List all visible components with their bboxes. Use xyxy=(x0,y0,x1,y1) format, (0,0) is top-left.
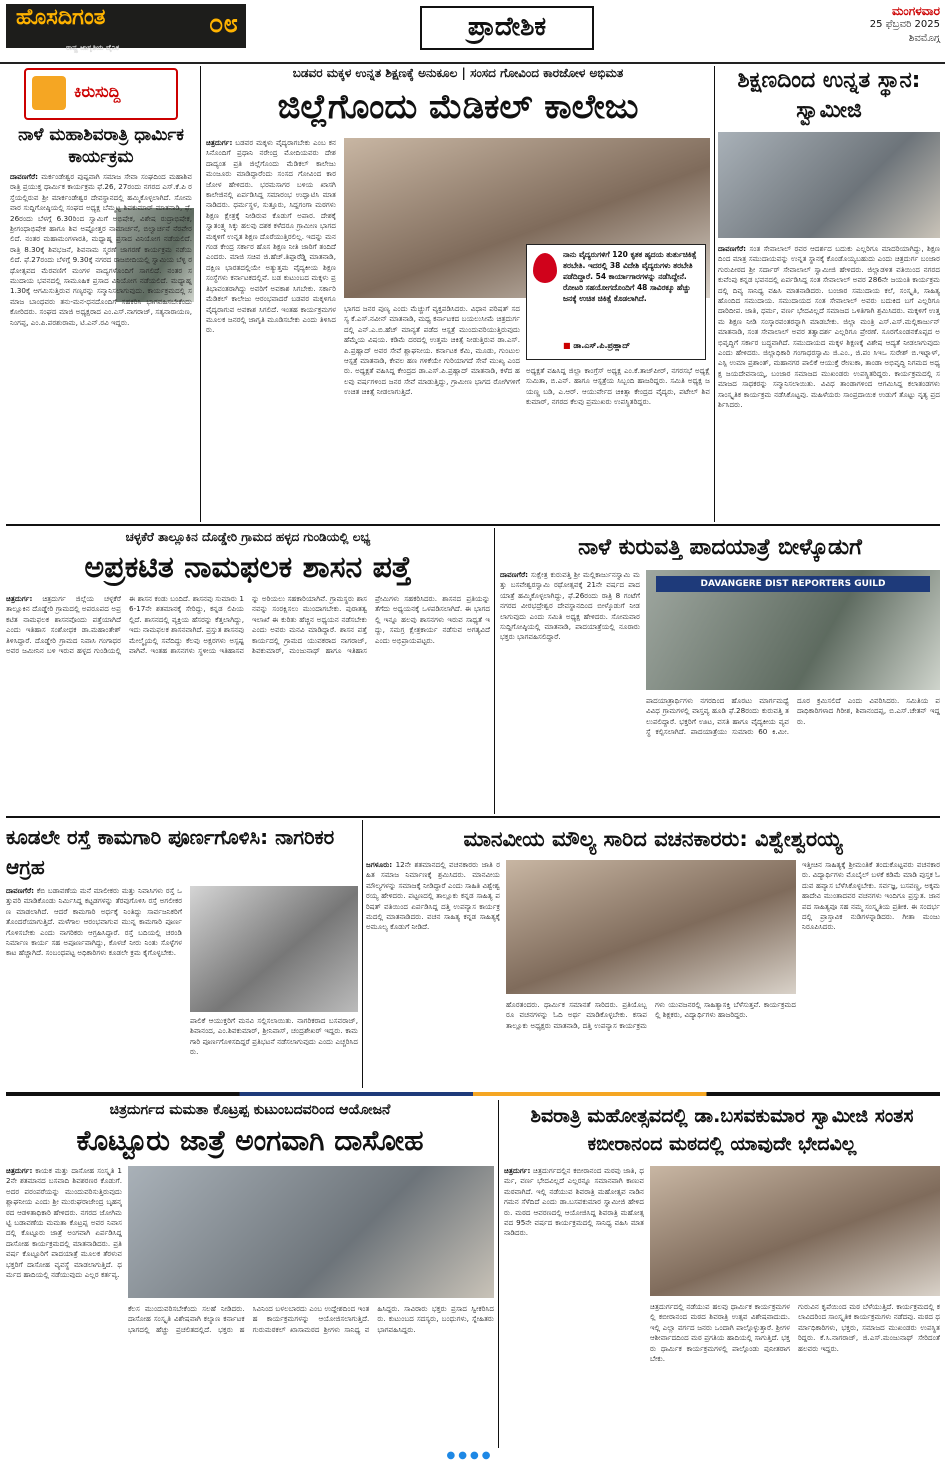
medical-body-col3: ಅಧ್ಯಕ್ಷತೆ ವಹಿಸಿದ್ದ ಜಿಲ್ಲಾ ಕಾಂಗ್ರೆಸ್ ಅಧ್ಯಕ್ಷ ಎಂ.ಕೆ.ತಾಜ್‌ಪೀರ್, ನಗರಸಭೆ ಅಧ್ಯಕ್ಷೆ ಸುಮಿತಾ, ಬಿ.ಎನ್. ಹಾಗೂ ಆಸ್ಪತ್ರೆಯ ಸಿಬ್ಬಂದಿ ಹಾಜರಿದ್ದರು. ಸಮಿತಿ ಅಧ್ಯಕ್ಷ ಜಯಣ್ಣ ಬಡಿ, ಎ.ಆರ್. ಆಯುರ್ವೇದ ಚಿಕಿತ್ಸಾ ಕೇಂದ್ರದ ವೈದ್ಯರು, ಪಟೇಲ್ ಶಿವಕುಮಾರ್, ನಗರದ ಕೆಲವು ಪ್ರಮುಖರು ಉಪಸ್ಥಿತರಿದ್ದರು. xyxy=(526,366,710,407)
swamiji-photo xyxy=(718,132,940,238)
kirusuddi-dateline: ದಾವಣಗೆರೆ: xyxy=(10,172,39,181)
medical-text-1: ಬಡವರ ಮಕ್ಕಳು ವೈದ್ಯರಾಗಬೇಕು ಎಂಬ ಕನಸಿನೊಂದಿಗೆ ಪ್ರಧಾನಿ ನರೇಂದ್ರ ಮೋದಿಯವರು ದೇಶದಾದ್ಯಂತ ಪ್ರತಿ ಜಿಲ್ಲೆಗೊಂದು ಮೆಡಿಕಲ್ ಕಾಲೇಜು ಮಂಜೂರು ಮಾಡಿದ್ದಾರೆಂದು ಸಂಸದ ಗೋವಿಂದ ಕಾರಜೋಳ ಹೇಳಿದರು. ಭರಮಸಾಗರ ಬಳಿಯ ಖಾಸಗಿ ಕಾಲೇಜಿನಲ್ಲಿ ಏರ್ಪಡಿಸಿದ್ದ ಸಮಾರಂಭ ಉದ್ಘಾಟಿಸಿ ಮಾತನಾಡಿದರು. ಧರ್ಮಸ್ಥಳ, ಸುತ್ತೂರು, ಸಿದ್ದಗಂಗಾ ಮಠಗಳು ಶಿಕ್ಷಣ ಕ್ಷೇತ್ರಕ್ಕೆ ನೀಡಿರುವ ಕೊಡುಗೆ ಅಪಾರ. ದೇಶಕ್ಕೆ ಸ್ವಾತಂತ್ರ್ಯ ಸಿಕ್ಕು ಹಲವು ದಶಕ ಕಳೆದರೂ ಗ್ರಾಮೀಣ ಭಾಗದ ಮಕ್ಕಳಿಗೆ ಉನ್ನತ ಶಿಕ್ಷಣ ದೊರೆಯುತ್ತಿರಲಿಲ್ಲ. ಇದನ್ನು ಮನಗಂಡ ಕೇಂದ್ರ ಸರ್ಕಾರ ಹೊಸ ಶಿಕ್ಷಣ ನೀತಿ ಜಾರಿಗೆ ತಂದಿದೆ ಎಂದರು. xyxy=(206,138,336,262)
column-divider xyxy=(494,528,495,814)
kotturu-story xyxy=(6,1102,494,1446)
inscription-headline: ಅಪ್ರಕಟಿತ ನಾಮಫಲಕ ಶಾಸನ ಪತ್ತೆ xyxy=(84,550,412,585)
kuruvatti-dateline: ದಾವಣಗೆರೆ: xyxy=(500,570,529,579)
hand-icon xyxy=(32,76,66,110)
kabir-story xyxy=(504,1102,940,1446)
kirusuddi-block xyxy=(6,68,196,518)
kirusuddi-label-box xyxy=(24,68,178,120)
infobox-text: ನಾನು ವೈದ್ಯರುಗಳಿಗೆ 120 ಕೃತಕ ಹೃದಯ ತುರ್ತುಚಿಕಿತ್ಸೆ ತರಬೇತಿ. ಇದರಲ್ಲಿ 38 ವಿದೇಶಿ ವೈದ್ಯರುಗಳು ತರಬೇತಿ ಪಡೆದಿದ್ದಾರೆ. 54 ಕಾರ್ಯಾಗಾರಗಳನ್ನು ನಡೆಸಿದ್ದೇನೆ. ರೋಟರಿ ಸಹಯೋಗದೊಂದಿಗೆ 48 ಸಾವಿರಕ್ಕೂ ಹೆಚ್ಚು ಜನಕ್ಕೆ ಉಚಿತ ಚಿಕಿತ್ಸೆ ಕೊಡಲಾಗಿದೆ. xyxy=(563,250,697,303)
swamiji-body xyxy=(718,244,940,522)
medical-body-col1 xyxy=(206,138,336,522)
kuruvatti-body-col2: ಪಾದಯಾತ್ರಾರ್ಥಿಗಳು ನಗರದಿಂದ ಹೊರಟು ಮಾರ್ಗಮಧ್ಯೆ ವಿವಿಧ ಗ್ರಾಮಗಳಲ್ಲಿ ವಾಸ್ತವ್ಯ ಹೂಡಿ ಫೆ.28ರಂದು ಕುರುವತ್ತಿ ತಲುಪಲಿದ್ದಾರೆ. ಭಕ್ತರಿಗೆ ಊಟ, ವಸತಿ ಹಾಗೂ ವೈದ್ಯಕೀಯ ವ್ಯವಸ್ಥೆ ಕಲ್ಪಿಸಲಾಗಿದೆ. ಪಾದಯಾತ್ರೆಯು ಸುಮಾರು 60 ಕಿ.ಮೀ. ದೂರ ಕ್ರಮಿಸಲಿದೆ ಎಂದು ವಿವರಿಸಿದರು. ಸಮಿತಿಯ ಪದಾಧಿಕಾರಿಗಳಾದ ಗಿರೀಶ, ಶಿವಾನಂದಪ್ಪ, ಬಿ.ಎಸ್.ಚೇತನ್ ಇದ್ದರು. xyxy=(646,696,940,737)
kuruvatti-photo xyxy=(646,570,940,690)
kotturu-photo xyxy=(128,1166,494,1298)
logo-tagline: ರಾಷ್ಟ್ರ ಜಾಗೃತಿಯ ದೈನಿಕ xyxy=(66,44,119,52)
road-text: ಕೆಬಿ ಬಡಾವಣೆಯ ಮನೆ ಮಾಲೀಕರು ಮತ್ತು ನಿವಾಸಿಗಳು ರಸ್ತೆ ಒತ್ತುವರಿ ಮಾಡಿಕೊಂಡು ನಿರ್ಮಿಸಿದ್ದ ಕಟ್ಟಡಗಳನ್ನು ತೆರವುಗೊಳಿಸಿ ರಸ್ತೆ ಅಗಲೀಕರಣ ಮಾಡಲಾಗಿದೆ. ಆದರೆ ಕಾಮಗಾರಿ ಅರ್ಧಕ್ಕೆ ನಿಂತಿದ್ದು ಸಾರ್ವಜನಿಕರಿಗೆ ತೊಂದರೆಯಾಗುತ್ತಿದೆ. ಮಳೆಗಾಲ ಆರಂಭವಾಗುವ ಮುನ್ನ ಕಾಮಗಾರಿ ಪೂರ್ಣಗೊಳಿಸಬೇಕು ಎಂದು ನಾಗರಿಕರು ಆಗ್ರಹಿಸಿದ್ದಾರೆ. ರಸ್ತೆ ಬದಿಯಲ್ಲಿ ಚರಂಡಿ ನಿರ್ಮಾಣ ಕಾರ್ಯ ಸಹ ಅಪೂರ್ಣವಾಗಿದ್ದು, ಕೊಳಚೆ ನೀರು ನಿಂತು ಸೊಳ್ಳೆಗಳ ಕಾಟ ಹೆಚ್ಚಾಗಿದೆ. ಸಂಬಂಧಪಟ್ಟ ಅಧಿಕಾರಿಗಳು ಕೂಡಲೇ ಕ್ರಮ ಕೈಗೊಳ್ಳಬೇಕು. xyxy=(6,886,182,958)
infobox-credit-name: ಡಾ.ಎಸ್.ಪಿ.ಪ್ರಹ್ಲಾದ್ xyxy=(573,341,631,350)
page-number: ೦೮ xyxy=(208,9,238,39)
medical-kicker: ಬಡವರ ಮಕ್ಕಳ ಉನ್ನತ ಶಿಕ್ಷಣಕ್ಕೆ ಅನುಕೂಲ | ಸಂಸದ ಗೋವಿಂದ ಕಾರಜೋಳ ಅಭಿಮತ xyxy=(292,66,624,80)
inscription-story xyxy=(6,530,490,812)
kabir-headline: ಶಿವರಾತ್ರಿ ಮಹೋತ್ಸವದಲ್ಲಿ ಡಾ.ಬಸವಕುಮಾರ ಸ್ವಾಮೀಜಿ ಸಂತಸ ಕಬೀರಾನಂದ ಮಠದಲ್ಲಿ ಯಾವುದೇ ಭೇದವಿಲ್ಲ xyxy=(530,1105,914,1155)
road-body xyxy=(6,886,182,1088)
kuruvatti-story xyxy=(500,530,940,812)
medical-headline: ಜಿಲ್ಲೆಗೊಂದು ಮೆಡಿಕಲ್ ಕಾಲೇಜು xyxy=(277,87,639,127)
kuruvatti-headline: ನಾಳೆ ಕುರುವತ್ತಿ ಪಾದಯಾತ್ರೆ ಬೀಳ್ಕೊಡುಗೆ xyxy=(578,535,862,560)
kabir-body-col2: ಚಿತ್ರದುರ್ಗದಲ್ಲಿ ನಡೆಯುವ ಹಲವು ಧಾರ್ಮಿಕ ಕಾರ್ಯಕ್ರಮಗಳಲ್ಲಿ ಕಬೀರಾನಂದ ಮಠದ ಶಿವರಾತ್ರಿ ಉತ್ಸವ ವಿಶೇಷವಾದುದು. ಇಲ್ಲಿ ಎಲ್ಲಾ ವರ್ಗದ ಜನರು ಒಂದಾಗಿ ಪಾಲ್ಗೊಳ್ಳುತ್ತಾರೆ. ಶ್ರೀಗಳ ಆಶೀರ್ವಾದದಿಂದ ಮಠ ಪ್ರಗತಿಯ ಹಾದಿಯಲ್ಲಿ ಸಾಗುತ್ತಿದೆ. ಭಕ್ತರು ಧಾರ್ಮಿಕ ಕಾರ್ಯಕ್ರಮಗಳಲ್ಲಿ ಪಾಲ್ಗೊಂಡು ಪುನೀತರಾಗಬೇಕು. xyxy=(650,1302,790,1364)
kirusuddi-label: ಕಿರುಸುದ್ದಿ xyxy=(74,82,121,101)
row-divider xyxy=(6,524,940,526)
newspaper-logo xyxy=(6,4,246,52)
kabir-text-1: ಚಿತ್ರದುರ್ಗದಲ್ಲಿನ ಕಬೀರಾನಂದ ಮಠವು ಜಾತಿ, ಧರ್ಮ, ವರ್ಣ ಭೇದವಿಲ್ಲದೆ ಎಲ್ಲರನ್ನೂ ಸಮಾನವಾಗಿ ಕಾಣುವ ಮಠವಾಗಿದೆ. ಇಲ್ಲಿ ನಡೆಯುವ ಶಿವರಾತ್ರಿ ಮಹೋತ್ಸವ ನಾಡಿನ ಗಮನ ಸೆಳೆದಿದೆ ಎಂದು ಡಾ.ಬಸವಕುಮಾರ ಸ್ವಾಮೀಜಿ ಹೇಳಿದರು. ಮಠದ ಆವರಣದಲ್ಲಿ ಆಯೋಜಿಸಿದ್ದ ಶಿವರಾತ್ರಿ ಮಹೋತ್ಸವದ 95ನೇ ವರ್ಷದ ಕಾರ್ಯಕ್ರಮದಲ್ಲಿ ಸಾನಿಧ್ಯ ವಹಿಸಿ ಮಾತನಾಡಿದರು. xyxy=(504,1166,644,1238)
medical-body-col2: ಭಾಗದ ಜನರ ಪುಣ್ಯ ಎಂದು ಮೆಚ್ಚುಗೆ ವ್ಯಕ್ತಪಡಿಸಿದರು. ವಿಧಾನ ಪರಿಷತ್ ಸದಸ್ಯ ಕೆ.ಎಸ್.ನವೀನ್ ಮಾತನಾಡಿ, ಮಧ್ಯ ಕರ್ನಾಟಕದ ಬಯಲುಸೀಮೆ ಚಿತ್ರದುರ್ಗದಲ್ಲಿ ಎನ್.ಎ.ಬಿ.ಹೆಚ್ ಮಾನ್ಯತೆ ಪಡೆದ ಆಸ್ಪತ್ರೆ ಮುಂದುವರಿಯುತ್ತಿರುವುದು ಹೆಮ್ಮೆಯ ವಿಷಯ. ಕಡಿಮೆ ದರದಲ್ಲಿ ಉತ್ತಮ ಚಿಕಿತ್ಸೆ ನೀಡುತ್ತಿರುವ ಡಾ.ಎಸ್.ಪಿ.ಪ್ರಹ್ಲಾದ್ ಅವರ ಸೇವೆ ಶ್ಲಾಘನೀಯ. ಕರ್ನಾಟಕ ಕೆಮಿ, ಮೂಡು, ಗುಂಟುಲ ಆಸ್ಪತ್ರೆ ಮಾತನಾಡಿ, ಕೇವಲ ಹಣ ಗಳಿಕೆಯೇ ಗುರಿಯಾಗದೆ ಸೇವೆ ಮುಖ್ಯ ಎಂದರು. ಅಧ್ಯಕ್ಷತೆ ವಹಿಸಿದ್ದ ಕೇಂದ್ರದ ಡಾ.ಎಸ್.ಪಿ.ಪ್ರಹ್ಲಾದ್ ಮಾತನಾಡಿ, ಕಳೆದ ಹಲವು ವರ್ಷಗಳಿಂದ ಜನರ ಸೇವೆ ಮಾಡುತ್ತಿದ್ದು, ಗ್ರಾಮೀಣ ಭಾಗದ ರೋಗಿಗಳಿಗೆ ಉಚಿತ ಚಿಕಿತ್ಸೆ ನೀಡಲಾಗುತ್ತಿದೆ. xyxy=(344,304,520,397)
kotturu-kicker: ಚಿತ್ರದುರ್ಗದ ಮಮತಾ ಕೊಟ್ರಪ್ಪ ಕುಟುಂಬದವರಿಂದ ಆಯೋಜನೆ xyxy=(109,1102,391,1118)
vachana-headline: ಮಾನವೀಯ ಮೌಲ್ಯ ಸಾರಿದ ವಚನಕಾರರು: ವಿಶ್ವೇಶ್ವರಯ್ಯ xyxy=(463,827,843,851)
column-divider xyxy=(362,820,363,1088)
column-divider xyxy=(714,66,715,522)
kotturu-body-col2: ಕೆಲಸ ಮುಂದುವರಿಸಬೇಕೆಂದು ಸಲಹೆ ನೀಡಿದರು. ದಾಸೋಹ ಸಂಸ್ಕೃತಿ ವಿಶೇಷವಾಗಿ ಕಲ್ಯಾಣ ಕರ್ನಾಟಕ ಭಾಗದಲ್ಲಿ ಹೆಚ್ಚು ಪ್ರಚಲಿತದಲ್ಲಿದೆ. ಭಕ್ತರು ಹಸಿವಿನಿಂದ ಬಳಲಬಾರದು ಎಂಬ ಉದ್ದೇಶದಿಂದ ಇಂತಹ ಕಾರ್ಯಕ್ರಮಗಳನ್ನು ಆಯೋಜಿಸಲಾಗುತ್ತಿದೆ. ಗುರುಮಠಕಲ್ ಖಾಸಾಮಠದ ಶ್ರೀಗಳು ಸಾನಿಧ್ಯ ವಹಿಸಿದ್ದರು. ಸಾವಿರಾರು ಭಕ್ತರು ಪ್ರಸಾದ ಸ್ವೀಕರಿಸಿದರು. ಕುಟುಂಬದ ಸದಸ್ಯರು, ಬಂಧುಗಳು, ಸ್ನೇಹಿತರು ಭಾಗವಹಿಸಿದ್ದರು. xyxy=(128,1304,494,1334)
vachana-story xyxy=(366,822,940,1088)
medical-story xyxy=(206,66,710,522)
vachana-body-col1 xyxy=(366,860,500,1088)
medical-text-2: ಮಾಜಿ ಸಚಿವ ಜಿ.ಹೆಚ್.ತಿಪ್ಪಾರೆಡ್ಡಿ ಮಾತನಾಡಿ, ದಕ್ಷಿಣ ಭಾರತದಲ್ಲಿಯೇ ಅತ್ಯುತ್ತಮ ವೈದ್ಯಕೀಯ ಶಿಕ್ಷಣ ಸಂಸ್ಥೆಗಳು ಕರ್ನಾಟಕದಲ್ಲಿವೆ. ಬಡ ಕುಟುಂಬದ ಮಕ್ಕಳು ಪ್ರತಿಭಾವಂತರಾಗಿದ್ದು ಅವರಿಗೆ ಅವಕಾಶ ಸಿಗಬೇಕು. ಸರ್ಕಾರಿ ಮೆಡಿಕಲ್ ಕಾಲೇಜು ಆರಂಭವಾದರೆ ಬಡವರ ಮಕ್ಕಳಿಗೂ ವೈದ್ಯರಾಗುವ ಅವಕಾಶ ಸಿಗಲಿದೆ. ಇಂತಹ ಕಾರ್ಯಕ್ರಮಗಳ ಮೂಲಕ ಜನರಲ್ಲಿ ಜಾಗೃತಿ ಮೂಡಿಸಬೇಕು ಎಂದು ತಿಳಿಸಿದರು. xyxy=(206,252,336,335)
logo-text: ಹೊಸದಿಗಂತ xyxy=(16,5,106,30)
vachana-text-1: 12ನೇ ಶತಮಾನದಲ್ಲಿ ವಚನಕಾರರು ಜಾತಿ ರಹಿತ ಸಮಾಜ ನಿರ್ಮಾಣಕ್ಕೆ ಶ್ರಮಿಸಿದರು. ಮಾನವೀಯ ಮೌಲ್ಯಗಳನ್ನು ಸಮಾಜಕ್ಕೆ ನೀಡಿದ್ದಾರೆ ಎಂದು ಸಾಹಿತಿ ವಿಶ್ವೇಶ್ವರಯ್ಯ ಹೇಳಿದರು. ಪಟ್ಟಣದಲ್ಲಿ ತಾಲ್ಲೂಕು ಕನ್ನಡ ಸಾಹಿತ್ಯ ಪರಿಷತ್ ವತಿಯಿಂದ ಏರ್ಪಡಿಸಿದ್ದ ದತ್ತಿ ಉಪನ್ಯಾಸ ಕಾರ್ಯಕ್ರಮದಲ್ಲಿ ಮಾತನಾಡಿದರು. ವಚನ ಸಾಹಿತ್ಯ ಕನ್ನಡ ಸಾಹಿತ್ಯಕ್ಕೆ ಅಮೂಲ್ಯ ಕೊಡುಗೆ ನೀಡಿದೆ. xyxy=(366,860,500,932)
swamiji-text: ಸಂತ ಸೇವಾಲಾಲ್ ರವರ ಆದರ್ಶದ ಬದುಕು ಎಲ್ಲರಿಗೂ ಮಾದರಿಯಾಗಿದ್ದು, ಶಿಕ್ಷಣದಿಂದ ಮಾತ್ರ ಸಮುದಾಯವನ್ನು ಉನ್ನತ ಸ್ಥಾನಕ್ಕೆ ಕೊಂಡೊಯ್ಯಬಹುದು ಎಂದು ಚಿತ್ರದುರ್ಗ ಬಂಜಾರ ಗುರುಪೀಠದ ಶ್ರೀ ಸರ್ದಾರ್ ಸೇವಾಲಾಲ್ ಸ್ವಾಮೀಜಿ ಹೇಳಿದರು. ಜಿಲ್ಲಾಡಳಿತ ವತಿಯಿಂದ ನಗರದ ಕುವೆಂಪು ಕನ್ನಡ ಭವನದಲ್ಲಿ ಏರ್ಪಡಿಸಿದ್ದ ಸಂತ ಸೇವಾಲಾಲ್ ಅವರ 286ನೇ ಜಯಂತಿ ಕಾರ್ಯಕ್ರಮದಲ್ಲಿ ದಿವ್ಯ ಸಾನಿಧ್ಯ ವಹಿಸಿ ಮಾತನಾಡಿದರು. ಬಂಜಾರ ಸಮುದಾಯ ಕಲೆ, ಸಂಸ್ಕೃತಿ, ಸಾಹಿತ್ಯ ಹೊಂದಿದ ಸಮುದಾಯ. ಸಮುದಾಯದ ಸಂತ ಸೇವಾಲಾಲ್ ಅವರು ಬದುಕಿದ ಬಗೆ ಎಲ್ಲರಿಗೂ ದಾರಿದೀಪ. ಜಾತಿ, ಧರ್ಮ, ವರ್ಣ ಭೇದವಿಲ್ಲದೆ ಸಮಾಜದ ಒಳಿತಿಗಾಗಿ ಶ್ರಮಿಸಿದರು. ಮಕ್ಕಳಿಗೆ ಉತ್ತಮ ಶಿಕ್ಷಣ ನೀಡಿ ಸಂಸ್ಕಾರವಂತರನ್ನಾಗಿ ಮಾಡಬೇಕು. ಜಿಲ್ಲಾ ಮಂತ್ರಿ ಎಸ್.ಎಸ್.ಮಲ್ಲಿಕಾರ್ಜುನ್ ಮಾತನಾಡಿ, ಸಂತ ಸೇವಾಲಾಲ್ ಅವರ ತತ್ವಾದರ್ಶ ಎಲ್ಲರಿಗೂ ಪ್ರೇರಣೆ. ಸೂರಗೊಂಡನಕೊಪ್ಪದ ಅಭಿವೃದ್ಧಿಗೆ ಸರ್ಕಾರ ಬದ್ಧವಾಗಿದೆ. ಸಮುದಾಯದ ಮಕ್ಕಳ ಶಿಕ್ಷಣಕ್ಕೆ ವಿಶೇಷ ಆದ್ಯತೆ ನೀಡಲಾಗುವುದು ಎಂದು ಹೇಳಿದರು. ಜಿಲ್ಲಾಧಿಕಾರಿ ಗಂಗಾಧರಸ್ವಾಮಿ ಜಿ.ಎಂ., ಜಿ.ಪಂ ಸಿಇಒ ಸುರೇಶ್ ಬಿ.ಇಟ್ನಾಳ್, ಎಸ್ಪಿ ಉಮಾ ಪ್ರಶಾಂತ್, ಮಹಾನಗರ ಪಾಲಿಕೆ ಆಯುಕ್ತೆ ರೇಣುಕಾ, ತಾಂಡಾ ಅಭಿವೃದ್ಧಿ ನಿಗಮದ ಅಧ್ಯಕ್ಷ ಜಯದೇವನಾಯ್ಕ, ಬಂಜಾರ ಸಮಾಜದ ಮುಖಂಡರು ಉಪಸ್ಥಿತರಿದ್ದರು. ಕಾರ್ಯಕ್ರಮದಲ್ಲಿ ಸಮಾಜದ ಸಾಧಕರನ್ನು ಸನ್ಮಾನಿಸಲಾಯಿತು. ವಿವಿಧ ತಾಂಡಾಗಳಿಂದ ಆಗಮಿಸಿದ್ದ ಕಲಾತಂಡಗಳು ಸಾಂಸ್ಕೃತಿಕ ಕಾರ್ಯಕ್ರಮ ನಡೆಸಿಕೊಟ್ಟವು. ಮಹಿಳೆಯರು ಸಾಂಪ್ರದಾಯಿಕ ಉಡುಗೆ ತೊಟ್ಟು ನೃತ್ಯ ಪ್ರದರ್ಶಿಸಿದರು. xyxy=(718,244,940,410)
kirusuddi-text: ಮರ್ಕಂಡೇಶ್ವರ ಪುಷ್ಪವಾಗಿ ಸಮಾಜ ಸೇವಾ ಸಂಘದಿಂದ ಮಹಾಶಿವರಾತ್ರಿ ಪ್ರಯುಕ್ತ ಧಾರ್ಮಿಕ ಕಾರ್ಯಕ್ರಮ ಫೆ.26, 27ರಂದು ನಗರದ ಎಸ್.ಕೆ.ಪಿ ರಸ್ತೆಯಲ್ಲಿರುವ ಶ್ರೀ ಮಾರ್ಕಂಡೇಶ್ವರ ದೇವಸ್ಥಾನದಲ್ಲಿ ಹಮ್ಮಿಕೊಳ್ಳಲಾಗಿದೆ. ಸೋಮವಾರ ಸುದ್ದಿಗೋಷ್ಠಿಯಲ್ಲಿ ಸಂಘದ ಅಧ್ಯಕ್ಷ ಬೆಮ್ಮಟ್ಟ ಶಿವಕುಮಾರ್ ಮಾತನಾಡಿ, ಫೆ.26ರಂದು ಬೆಳಗ್ಗೆ 6.30ರಿಂದ ಸ್ವಾಮಿಗೆ ಅಭಿಷೇಕ, ವಿಶೇಷ ರುದ್ರಾಭಿಷೇಕ, ಶ್ರೀಗಂಧಾಭಿಷೇಕ ಹಾಗೂ ಶಿವ ಅಷ್ಟೋತ್ತರ ನಾಮಾರ್ಚನೆ, ಬಿಲ್ವಾರ್ಚನೆ ನೆರವೇರಲಿದೆ. ನಂತರ ಮಹಾಮಂಗಳಾರತಿ, ಮಧ್ಯಾಹ್ನ ಪ್ರಸಾದ ವಿನಿಯೋಗ ನಡೆಯಲಿದೆ. ರಾತ್ರಿ 8.30ಕ್ಕೆ ಶಿವಭಜನೆ, ಶಿವನಾಮ ಸ್ಮರಣೆ ಜಾಗರಣೆ ಕಾರ್ಯಕ್ರಮ ನಡೆಯಲಿದೆ. ಫೆ.27ರಂದು ಬೆಳಗ್ಗೆ 9.30ಕ್ಕೆ ನಗರದ ರಾಜಬೀದಿಯಲ್ಲಿ ಸ್ವಾಮಿಯ ಬೆಳ್ಳಿ ರಥೋತ್ಸವದ ಮೆರವಣಿಗೆ ಮಂಗಳ ವಾದ್ಯಗಳೊಂದಿಗೆ ಸಾಗಲಿದೆ. ನಂತರ ಸಮುದಾಯ ಭವನದಲ್ಲಿ ಸಾಮೂಹಿಕ ಪ್ರಸಾದ ವಿನಿಯೋಗ ನಡೆಯಲಿದೆ. ಮಧ್ಯಾಹ್ನ 1.30ಕ್ಕೆ ಆಗಮಿಸುತ್ತಿರುವ ಗಣ್ಯರನ್ನು ಸನ್ಮಾನಿಸಲಾಗುವುದು. ಕಾರ್ಯಕ್ರಮದಲ್ಲಿ ಸಮಾಜ ಬಾಂಧವರು ತನು-ಮನ-ಧನದೊಂದಿಗೆ ಸಹಕರಿಸಿ ಭಾಗವಹಿಸಬೇಕೆಂದು ಕೋರಿದರು. ಸಂಘದ ಮಾಜಿ ಅಧ್ಯಕ್ಷರಾದ ಎಂ.ಎಸ್.ನಾಗರಾಜ್, ಸತ್ಯನಾರಾಯಣ, ನಿಂಗಪ್ಪ, ಎಂ.ಪಿ.ಪರಶುರಾಮ, ಟಿ.ಎನ್.ರವಿ ಇದ್ದರು. xyxy=(10,172,192,327)
medical-dateline: ಚಿತ್ರದುರ್ಗ: xyxy=(206,138,233,147)
color-strip xyxy=(6,1092,940,1096)
inscription-kicker: ಚಳ್ಳಕೆರೆ ತಾಲ್ಲೂಕಿನ ದೊಡ್ಡೇರಿ ಗ್ರಾಮದ ಹಳ್ಳದ ಗುಂಡಿಯಲ್ಲಿ ಲಭ್ಯ xyxy=(125,530,371,544)
road-headline: ಕೂಡಲೇ ರಸ್ತೆ ಕಾಮಗಾರಿ ಪೂರ್ಣಗೊಳಿಸಿ: ನಾಗರಿಕರ ಆಗ್ರಹ xyxy=(6,825,335,879)
kabir-photo xyxy=(650,1166,940,1296)
swamiji-dateline: ದಾವಣಗೆರೆ: xyxy=(718,244,747,253)
road-story xyxy=(6,822,358,1088)
kuruvatti-text-1: ಸುಕ್ಷೇತ್ರ ಕುರುವತ್ತಿ ಶ್ರೀ ಮಲ್ಲಿಕಾರ್ಜುನಸ್ವಾಮಿ ಮತ್ತು ಬಸವೇಶ್ವರಸ್ವಾಮಿ ರಥೋತ್ಸವಕ್ಕೆ 21ನೇ ವರ್ಷದ ಪಾದಯಾತ್ರೆ ಹಮ್ಮಿಕೊಳ್ಳಲಾಗಿದ್ದು, ಫೆ.26ರಂದು ರಾತ್ರಿ 8 ಗಂಟೆಗೆ ನಗರದ ವೀರಭದ್ರೇಶ್ವರ ದೇವಸ್ಥಾನದಿಂದ ಬೀಳ್ಕೊಡುಗೆ ನೀಡಲಾಗುವುದು ಎಂದು ಸಮಿತಿ ಅಧ್ಯಕ್ಷ ಹೇಳಿದರು. ಸೋಮವಾರ ಸುದ್ದಿಗೋಷ್ಠಿಯಲ್ಲಿ ಮಾತನಾಡಿ, ಪಾದಯಾತ್ರೆಯಲ್ಲಿ ನೂರಾರು ಭಕ್ತರು ಭಾಗವಹಿಸಲಿದ್ದಾರೆ. xyxy=(500,570,640,642)
vachana-photo xyxy=(506,860,796,994)
road-caption: ಪಾಲಿಕೆ ಆಯುಕ್ತರಿಗೆ ಮನವಿ ಸಲ್ಲಿಸಲಾಯಿತು. ನಾಗರಿಕರಾದ ಬಸವರಾಜ್, ಶಿವಾನಂದ, ಎಂ.ಶಿವಕುಮಾರ್, ಶ್ರೀನಿವಾಸ್, ಚಂದ್ರಶೇಖರ್ ಇದ್ದರು. ಕಾಮಗಾರಿ ಪೂರ್ಣಗೊಳಿಸದಿದ್ದರೆ ಪ್ರತಿಭಟನೆ ನಡೆಸಲಾಗುವುದು ಎಂದು ಎಚ್ಚರಿಸಿದರು. xyxy=(190,1016,358,1057)
edition-name: ಶಿವಮೊಗ್ಗ xyxy=(908,33,940,44)
vachana-dateline: ಜಗಳೂರು: xyxy=(366,860,393,869)
road-photo xyxy=(190,886,358,1012)
registration-dots-text: ●●●● xyxy=(446,1450,494,1461)
issue-date: 25 ಫೆಬ್ರವರಿ 2025 xyxy=(869,19,940,30)
column-divider xyxy=(498,1100,499,1448)
kabir-body-col3: ಗುರುವಿನ ಕೃಪೆಯಿಂದ ಮಠ ಬೆಳೆಯುತ್ತಿದೆ. ಕಾರ್ಯಕ್ರಮದಲ್ಲಿ ಕಲಾವಿದರಿಂದ ಸಾಂಸ್ಕೃತಿಕ ಕಾರ್ಯಕ್ರಮಗಳು ನಡೆದವು. ಮಠದ ಧರ್ಮಾಧಿಕಾರಿಗಳು, ಭಕ್ತರು, ಸಮಾಜದ ಮುಖಂಡರು ಉಪಸ್ಥಿತರಿದ್ದರು. ಕೆ.ಸಿ.ನಾಗರಾಜ್, ಜಿ.ಎಸ್.ಮಂಜುನಾಥ್ ಸೇರಿದಂತೆ ಹಲವರು ಇದ್ದರು. xyxy=(798,1302,940,1353)
swamiji-headline: ಶಿಕ್ಷಣದಿಂದ ಉನ್ನತ ಸ್ಥಾನ: ಸ್ವಾಮೀಜಿ xyxy=(737,68,921,123)
kotturu-text-1: ಕಾಯಕ ಮತ್ತು ದಾಸೋಹ ಸಂಸ್ಕೃತಿ 12ನೇ ಶತಮಾನದ ಬಸವಾದಿ ಶಿವಶರಣರ ಕೊಡುಗೆ. ಅದರ ಪರಂಪರೆಯನ್ನು ಮುಂದುವರಿಸುತ್ತಿರುವುದು ಶ್ಲಾಘನೀಯ ಎಂದು ಶ್ರೀ ಮುರುಘರಾಜೇಂದ್ರ ಬೃಹನ್ಮಠದ ಆಡಳಿತಾಧಿಕಾರಿ ಹೇಳಿದರು. ನಗರದ ಜೋಗಿಮಟ್ಟಿ ಬಡಾವಣೆಯ ಮಮತಾ ಕೊಟ್ರಪ್ಪ ಅವರ ನಿವಾಸದಲ್ಲಿ ಕೊಟ್ಟೂರು ಜಾತ್ರೆ ಅಂಗವಾಗಿ ಏರ್ಪಡಿಸಿದ್ದ ದಾಸೋಹ ಕಾರ್ಯಕ್ರಮದಲ್ಲಿ ಮಾತನಾಡಿದರು. ಪ್ರತಿ ವರ್ಷ ಕೊಟ್ಟೂರಿಗೆ ಪಾದಯಾತ್ರೆ ಮೂಲಕ ತೆರಳುವ ಭಕ್ತರಿಗೆ ದಾಸೋಹ ವ್ಯವಸ್ಥೆ ಮಾಡಲಾಗುತ್ತಿದೆ. ಧರ್ಮದ ಹಾದಿಯಲ್ಲಿ ನಡೆಯುವುದು ಎಲ್ಲರ ಕರ್ತವ್ಯ. xyxy=(6,1166,122,1280)
kabir-body-col1 xyxy=(504,1166,644,1446)
reporters-guild-banner: DAVANGERE DIST REPORTERS GUILD xyxy=(656,576,930,592)
kotturu-dateline: ಚಿತ್ರದುರ್ಗ: xyxy=(6,1166,33,1175)
blood-drop-icon xyxy=(533,253,557,283)
vachana-body-col2: ಹೊರತಂದರು. ಧಾರ್ಮಿಕ ಸಮಾನತೆ ಸಾರಿದರು. ಪ್ರತಿಯೊಬ್ಬರೂ ವಚನಗಳನ್ನು ಓದಿ ಅರ್ಥ ಮಾಡಿಕೊಳ್ಳಬೇಕು. ಕಸಾಪ ತಾಲ್ಲೂಕು ಅಧ್ಯಕ್ಷರು ಮಾತನಾಡಿ, ದತ್ತಿ ಉಪನ್ಯಾಸ ಕಾರ್ಯಕ್ರಮಗಳು ಯುವಜನರಲ್ಲಿ ಸಾಹಿತ್ಯಾಸಕ್ತಿ ಬೆಳೆಸುತ್ತವೆ. ಕಾರ್ಯಕ್ರಮದಲ್ಲಿ ಶಿಕ್ಷಕರು, ವಿದ್ಯಾರ್ಥಿಗಳು ಹಾಜರಿದ್ದರು. xyxy=(506,1000,796,1030)
issue-day: ಮಂಗಳವಾರ xyxy=(891,4,940,18)
row-divider xyxy=(6,816,940,818)
medical-infobox xyxy=(526,244,706,360)
masthead xyxy=(0,0,945,64)
kuruvatti-body-col1 xyxy=(500,570,640,812)
inscription-dateline: ಚಿತ್ರದುರ್ಗ: xyxy=(6,594,33,603)
vachana-body-col3: ಇತ್ತೀಚಿನ ಸಾಹಿತ್ಯಕ್ಕೆ ಶ್ರೀಮಂತಿಕೆ ತಂದುಕೊಟ್ಟವರು ವಚನಕಾರರು. ವಿದ್ಯಾರ್ಥಿಗಳು ಮೊಬೈಲ್ ಬಳಕೆ ಕಡಿಮೆ ಮಾಡಿ ಪುಸ್ತಕ ಓದುವ ಹವ್ಯಾಸ ಬೆಳೆಸಿಕೊಳ್ಳಬೇಕು. ಸರ್ವಜ್ಞ, ಬಸವಣ್ಣ, ಅಕ್ಕಮಹಾದೇವಿ ಮುಂತಾದವರ ವಚನಗಳು ಇಂದಿಗೂ ಪ್ರಸ್ತುತ. ಜಾನಪದ ಸಾಹಿತ್ಯವೂ ಸಹ ನಮ್ಮ ಸಂಸ್ಕೃತಿಯ ಪ್ರತೀಕ. ಈ ಸಂದರ್ಭದಲ್ಲಿ ಪ್ರಾಸ್ತಾವಿಕ ನುಡಿಗಳನ್ನಾಡಿದರು. ಗೀತಾ ಮಂಜು ನಿರೂಪಿಸಿದರು. xyxy=(802,860,940,932)
kotturu-headline: ಕೊಟ್ಟೂರು ಜಾತ್ರೆ ಅಂಗವಾಗಿ ದಾಸೋಹ xyxy=(76,1124,424,1157)
kirusuddi-body xyxy=(10,172,192,512)
road-dateline: ದಾವಣಗೆರೆ: xyxy=(6,886,35,895)
kabir-dateline: ಚಿತ್ರದುರ್ಗ: xyxy=(504,1166,531,1175)
date-box xyxy=(800,4,940,46)
kirusuddi-headline: ನಾಳೆ ಮಹಾಶಿವರಾತ್ರಿ ಧಾರ್ಮಿಕ ಕಾರ್ಯಕ್ರಮ xyxy=(18,125,184,167)
inscription-text: ಚಿತ್ರದುರ್ಗ ಜಿಲ್ಲೆಯ ಚಳ್ಳಕೆರೆ ತಾಲ್ಲೂಕಿನ ದೊಡ್ಡೇರಿ ಗ್ರಾಮದಲ್ಲಿ ಅಪರೂಪದ ಅಪ್ರಕಟಿತ ನಾಮಫಲಕ ಶಾಸನವೊಂದು ಪತ್ತೆಯಾಗಿದೆ ಎಂದು ಇತಿಹಾಸ ಸಂಶೋಧಕ ಡಾ.ಮಹಾಂತೇಶ್ ತಿಳಿಸಿದ್ದಾರೆ. ದೊಡ್ಡೇರಿ ಗ್ರಾಮದ ನಿವಾಸಿ ಗಂಗಾಧರ ಅವರ ಜಮೀನಿನ ಬಳಿ ಇರುವ ಹಳ್ಳದ ಗುಂಡಿಯಲ್ಲಿ ಈ ಶಾಸನ ಕಂಡು ಬಂದಿದೆ. ಶಾಸನವು ಸುಮಾರು 16-17ನೇ ಶತಮಾನಕ್ಕೆ ಸೇರಿದ್ದು, ಕನ್ನಡ ಲಿಪಿಯಲ್ಲಿದೆ. ಶಾಸನದಲ್ಲಿ ವ್ಯಕ್ತಿಯ ಹೆಸರನ್ನು ಕೆತ್ತಲಾಗಿದ್ದು, ಇದು ನಾಮಫಲಕ ಶಾಸನವಾಗಿದೆ. ಪ್ರಸ್ತುತ ಶಾಸನವು ಮೇಲ್ಮೈಯಲ್ಲಿ ಸವೆದಿದ್ದು ಕೆಲವು ಅಕ್ಷರಗಳು ಅಸ್ಪಷ್ಟವಾಗಿವೆ. ಇಂತಹ ಶಾಸನಗಳು ಸ್ಥಳೀಯ ಇತಿಹಾಸವನ್ನು ಅರಿಯಲು ಸಹಕಾರಿಯಾಗಿವೆ. ಗ್ರಾಮಸ್ಥರು ಶಾಸನವನ್ನು ಸಂರಕ್ಷಿಸಲು ಮುಂದಾಗಬೇಕು. ಪುರಾತತ್ವ ಇಲಾಖೆ ಈ ಕುರಿತು ಹೆಚ್ಚಿನ ಅಧ್ಯಯನ ನಡೆಸಬೇಕು ಎಂದು ಅವರು ಮನವಿ ಮಾಡಿದ್ದಾರೆ. ಶಾಸನ ಪತ್ತೆ ಕಾರ್ಯದಲ್ಲಿ ಗ್ರಾಮದ ಯುವಕರಾದ ನಾಗರಾಜ್, ಶಿವಕುಮಾರ್, ಮಂಜುನಾಥ್ ಹಾಗೂ ಇತಿಹಾಸ ಪ್ರೇಮಿಗಳು ಸಹಕರಿಸಿದರು. ಶಾಸನದ ಪ್ರತಿಯನ್ನು ತೆಗೆದು ಅಧ್ಯಯನಕ್ಕೆ ಒಳಪಡಿಸಲಾಗಿದೆ. ಈ ಭಾಗದಲ್ಲಿ ಇನ್ನೂ ಹಲವು ಶಾಸನಗಳು ಇರುವ ಸಾಧ್ಯತೆ ಇದ್ದು, ಸಮಗ್ರ ಕ್ಷೇತ್ರಕಾರ್ಯ ನಡೆಸುವ ಅಗತ್ಯವಿದೆ ಎಂದು ಅಭಿಪ್ರಾಯಪಟ್ಟರು. xyxy=(6,594,490,656)
kotturu-body-col1 xyxy=(6,1166,122,1446)
section-title: ಪ್ರಾದೇಶಿಕ xyxy=(420,6,594,50)
inscription-body xyxy=(6,594,490,812)
registration-dots xyxy=(90,1450,850,1461)
infobox-credit: ■ ಡಾ.ಎಸ್.ಪಿ.ಪ್ರಹ್ಲಾದ್ xyxy=(563,341,631,350)
column-divider xyxy=(200,66,201,522)
swamiji-story xyxy=(718,66,940,522)
